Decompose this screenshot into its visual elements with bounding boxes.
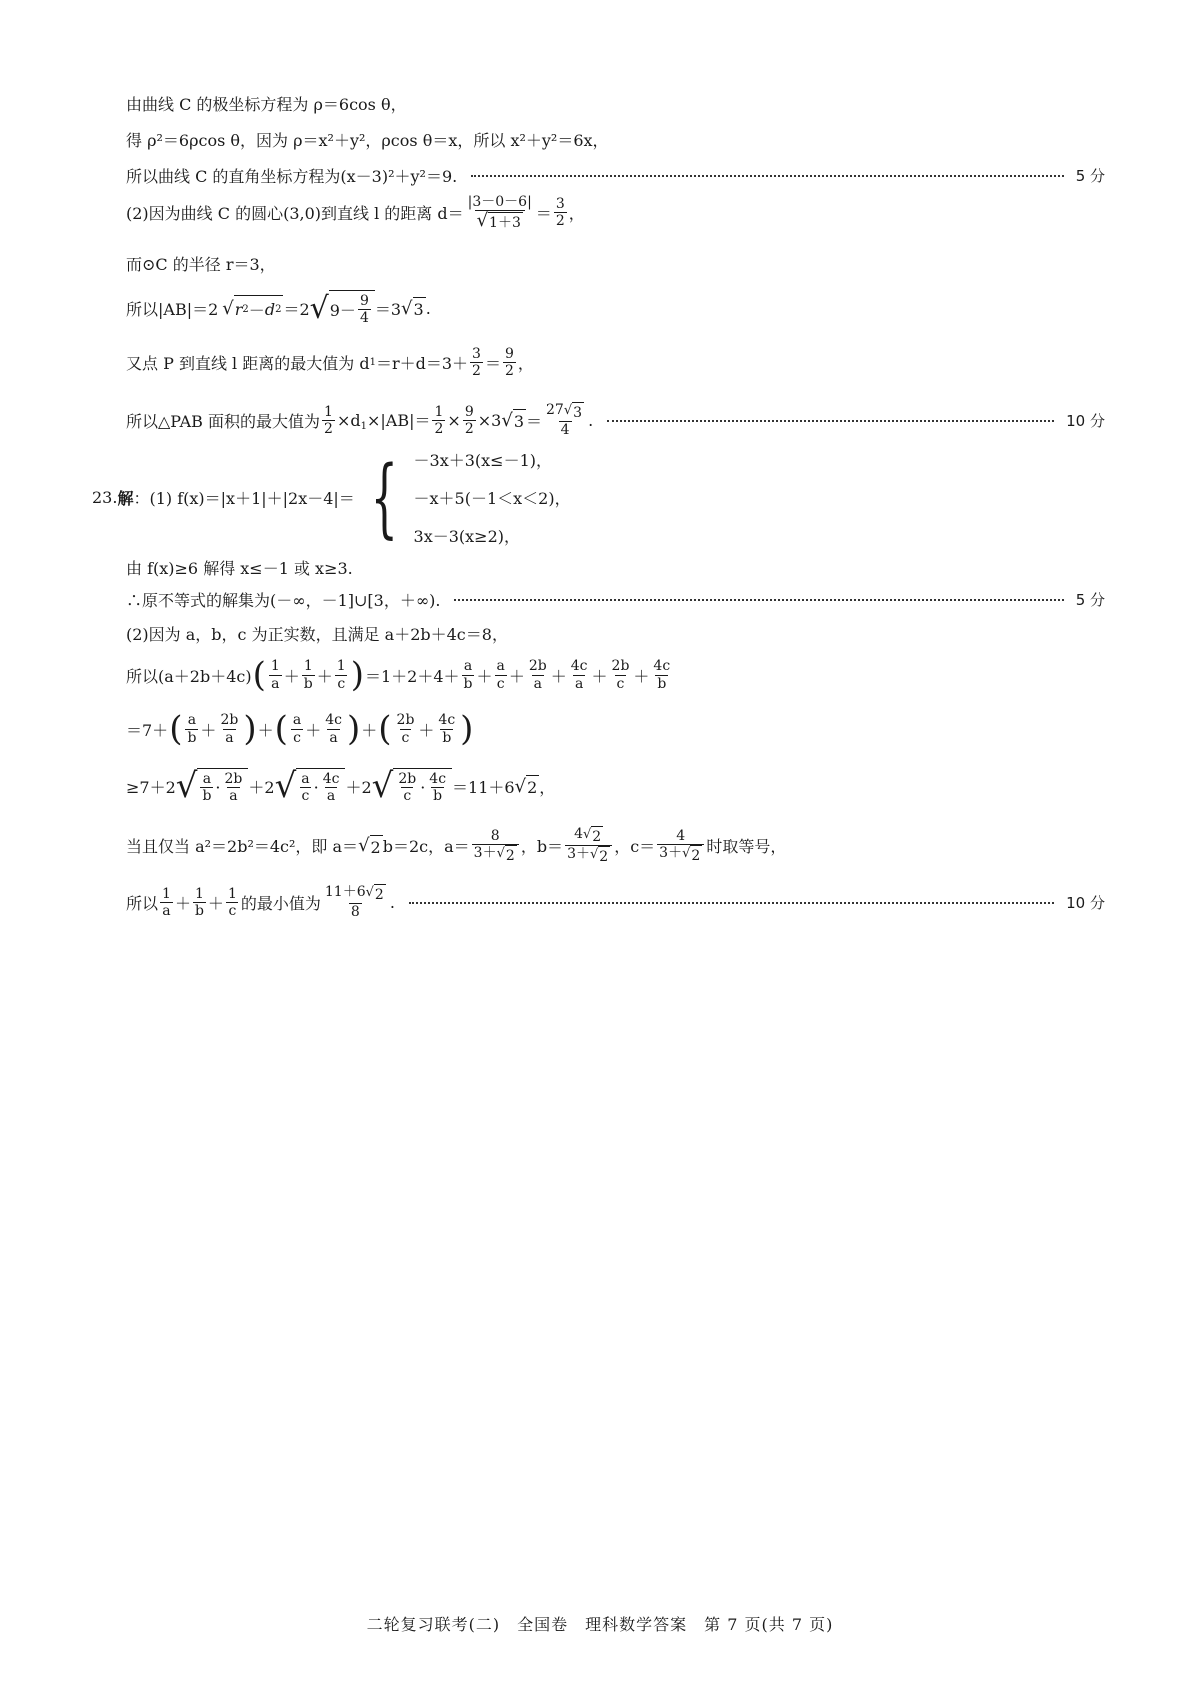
- line-text: 所以曲线 C 的直角坐标方程为(x－3)²＋y²＝9.: [126, 167, 458, 186]
- page-footer: 二轮复习联考(二) 全国卷 理科数学答案 第 7 页(共 7 页): [366, 1615, 834, 1634]
- score-mark: 10 分: [1066, 893, 1105, 912]
- line-text: ＝7＋: [126, 720, 169, 740]
- score-mark: 10 分: [1066, 411, 1105, 430]
- line-text: 所以: [126, 893, 159, 913]
- dotted-leader: [454, 598, 1063, 601]
- case-2: －x＋5(－1＜x＜2)，: [413, 489, 571, 508]
- line-text: 而⊙C 的半径 r＝3，: [126, 255, 276, 274]
- piecewise-cases: [414, 448, 571, 547]
- fraction: $\frac{3}{2}$: [555, 196, 565, 230]
- line-text: 由曲线 C 的极坐标方程为 ρ＝6cos θ，: [126, 95, 407, 114]
- score-mark: 5 分: [1075, 591, 1105, 609]
- grouping-line: ＝7＋ ( $\frac{a}{b}$ ＋ $\frac{2b}{a}$ ) ＋ ( $\frac{a}{c}$ ＋ $\frac{4c}{a}$ ) ＋ ( $\frac{2b}{c}$ ＋ $\frac{4c}{b}$ ): [126, 709, 474, 749]
- equality-condition-line: 当且仅当 a²＝2b²＝4c²，即 a＝ √ 2 b＝2c，a＝ 8 3＋ √ 2 ，b＝ 4 √ 2 3＋ √ 2 ，c＝ 4 3＋ √ 2 时取等号，: [126, 826, 787, 866]
- case-3: 3x－3(x≥2)，: [413, 527, 521, 546]
- line-text: (2)因为曲线 C 的圆心(3,0)到直线 l 的距离 d＝: [126, 204, 464, 224]
- solution-line-1: [126, 92, 407, 115]
- line-text: (2)因为 a，b，c 为正实数，且满足 a＋2b＋4c＝8，: [126, 625, 508, 644]
- line-text: ∴原不等式的解集为(－∞，－1]∪[3，＋∞).: [126, 591, 441, 610]
- line-text: 当且仅当 a²＝2b²＝4c²，即 a＝: [126, 837, 359, 857]
- solution-line-2: [126, 128, 609, 151]
- line-text: 的最小值为: [240, 893, 321, 913]
- question-number: 23.: [92, 488, 118, 507]
- radius-line: [126, 252, 276, 275]
- solution-set-line: [126, 588, 1105, 611]
- question-23-piecewise: [92, 448, 571, 547]
- part-2-condition-line: [126, 622, 508, 645]
- line-text: ≥7＋2: [126, 777, 176, 797]
- case-1: －3x＋3(x≤－1)，: [413, 451, 553, 470]
- fraction: |3－0－6| √ 1＋3: [467, 194, 532, 232]
- dotted-leader: [471, 174, 1063, 177]
- line-text: 时取等号，: [706, 837, 787, 857]
- solve-inequality-line: [126, 556, 353, 579]
- distance-formula-line: (2)因为曲线 C 的圆心(3,0)到直线 l 的距离 d＝ |3－0－6| √ 1＋3 ＝ $\frac{3}{2}$ ，: [126, 194, 585, 232]
- line-text: 所以(a＋2b＋4c): [126, 666, 252, 686]
- fraction: $\frac{3}{2}$: [472, 346, 481, 380]
- line-text: 所以|AB|＝2: [126, 299, 219, 319]
- dotted-leader: [409, 901, 1054, 904]
- score-mark: 5 分: [1075, 167, 1105, 185]
- max-area-line: 所以△PAB 面积的最大值为 $\frac{1}{2}$ $\times d_1\times|AB|=$ $\frac{1}{2}$ × $\frac{9}{2}$ ×3 √ 3 ＝ 27 √ 3 4 . 10 分: [126, 402, 1105, 439]
- line-text: 由 f(x)≥6 解得 x≤－1 或 x≥3.: [126, 559, 353, 578]
- line-text: 又点 P 到直线 l 距离的最大值为 d: [126, 354, 370, 374]
- brace: {: [370, 447, 398, 548]
- solution-label: 解: [117, 489, 134, 508]
- minimum-value-line: 所以 $\frac{1}{a}$ ＋ $\frac{1}{b}$ ＋ $\frac{1}{c}$ 的最小值为 11＋6 √ 2 8 . 10 分: [126, 884, 1105, 921]
- solution-line-3: [126, 164, 1105, 187]
- line-text: 得 ρ²＝6ρcos θ，因为 ρ＝x²＋y²，ρcos θ＝x，所以 x²＋y²＝6x，: [126, 131, 609, 150]
- max-distance-line: 又点 P 到直线 l 距离的最大值为 d 1 ＝r＋d＝3＋ $\frac{3}{2}$ ＝ $\frac{9}{2}$ ，: [126, 346, 534, 380]
- dotted-leader: [607, 419, 1054, 422]
- line-text: 所以△PAB 面积的最大值为: [126, 411, 321, 431]
- chord-length-line: 所以|AB|＝2 √ r 2 － d 2 ＝2 √ 9－ $\frac{9}{4}$ ＝3 √ 3 .: [126, 290, 431, 327]
- line-text: ：(1) f(x)＝|x＋1|＋|2x－4|＝: [133, 489, 355, 508]
- fraction: $\frac{9}{2}$: [504, 346, 514, 380]
- am-gm-line: ≥7＋2 √ $\frac{a}{b}$ · $\frac{2b}{a}$ ＋2 √ $\frac{a}{c}$ · $\frac{4c}{a}$ ＋2 √ $\frac{2b}{c}$ · $\frac{4c}{b}$ ＝11＋6 √ 2 ，: [126, 766, 556, 806]
- expansion-line: 所以(a＋2b＋4c) ( $\frac{1}{a}$ ＋ $\frac{1}{b}$ ＋ $\frac{1}{c}$ ) ＝1＋2＋4＋ $\frac{a}{b}$ ＋ $\frac{a}{c}$ ＋ $\frac{2b}{a}$ ＋ $\frac{4c}{a}$ ＋ $\frac{2b}{c}$ ＋ $\frac{4c}{b}$: [126, 655, 671, 695]
